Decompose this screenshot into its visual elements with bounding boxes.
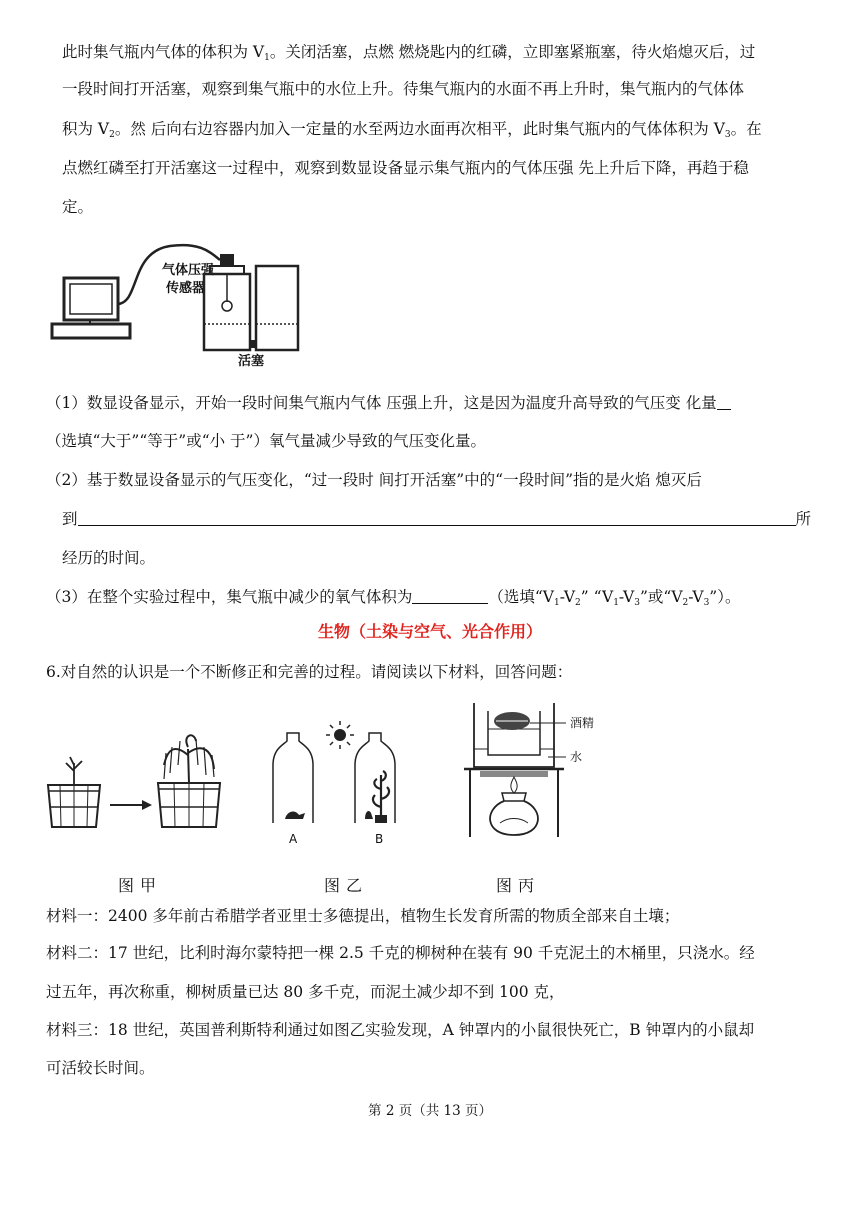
answer-blank-q1[interactable] [717, 393, 731, 410]
material-3-line-2: 可活较长时间。 [46, 1059, 155, 1077]
question-2-line-1: （2）基于数显设备显示的气压变化，“过一段时 间打开活塞”中的“一段时间”指的是火焰 熄灭后 [46, 471, 702, 489]
sensor-label-1: 气体压强 [162, 263, 215, 278]
bell-label-a: A [289, 832, 298, 846]
para-line-2: 一段时间打开活塞，观察到集气瓶中的水位上升。待集气瓶内的水面不再上升时，集气瓶内的气体体 [62, 80, 745, 98]
valve-label: 活塞 [238, 354, 265, 369]
material-3-line-1: 材料三：18 世纪，英国普利斯特利通过如图乙实验发现，A 钟罩内的小鼠很快死亡，B 钟罩内的小鼠却 [46, 1021, 755, 1039]
question-1-line-1: （1）数显设备显示，开始一段时间集气瓶内气体 压强上升，这是因为温度升高导致的气压变 化量 [46, 393, 731, 413]
caption-figure-jia: 图甲 [118, 876, 163, 895]
para-line-1: 此时集气瓶内气体的体积为 $V_1$。关闭活塞，点燃 燃烧匙内的红磷，立即塞紧瓶塞，待火焰熄灭后，过 [62, 43, 756, 63]
para-line-4: 点燃红磷至打开活塞这一过程中，观察到数显设备显示集气瓶内的气体压强 先上升后下降，再趋于稳 [62, 159, 749, 177]
sensor-label-2: 传感器 [166, 281, 206, 296]
question-2-line-3: 经历的时间。 [62, 549, 156, 567]
question-2-line-2: 到 所 [62, 510, 812, 528]
caption-figure-bing: 图丙 [496, 876, 541, 895]
answer-blank-q3[interactable] [412, 587, 488, 604]
material-2-line-1: 材料二：17 世纪，比利时海尔蒙特把一棵 2.5 千克的柳树种在装有 90 千克泥土的木桶里，只浇水。经 [46, 944, 755, 962]
para-line-5: 定。 [62, 198, 94, 216]
caption-figure-yi: 图乙 [324, 876, 369, 895]
section-heading: 生物（土染与空气、光合作用） [317, 622, 542, 641]
material-1: 材料一：2400 多年前古希腊学者亚里士多德提出，植物生长发育所需的物质全部来自土壤； [46, 907, 680, 925]
para-line-3: 积为 $V_2$。然 后向右边容器内加入一定量的水至两边水面再次相平，此时集气瓶内的气体体积为 $V_3$。在 [62, 120, 762, 140]
label-water: 水 [570, 750, 583, 764]
question-1-line-2: （选填“大于”“等于”或“小 于”）氧气量减少导致的气压变化量。 [46, 432, 486, 450]
page-footer: 第 2 页（共 13 页） [368, 1103, 492, 1119]
question-6-prompt: 6.对自然的认识是一个不断修正和完善的过程。请阅读以下材料，回答问题： [46, 663, 573, 681]
apparatus-figure [50, 232, 310, 372]
figure-yi [265, 715, 425, 850]
label-alcohol: 酒精 [570, 716, 595, 730]
bell-label-b: B [375, 832, 384, 846]
answer-blank-q2[interactable] [78, 509, 796, 526]
figure-bing [460, 697, 610, 842]
figure-jia [44, 725, 244, 835]
question-3-line: （3）在整个实验过程中，集气瓶中减少的氧气体积为 （选填“$V_1-V_2$” “$V_1-V_3$”或“$V_2-V_3$”）。 [46, 588, 741, 608]
material-2-line-2: 过五年，再次称重，柳树质量已达 80 多千克，而泥土减少却不到 100 克， [46, 983, 565, 1001]
